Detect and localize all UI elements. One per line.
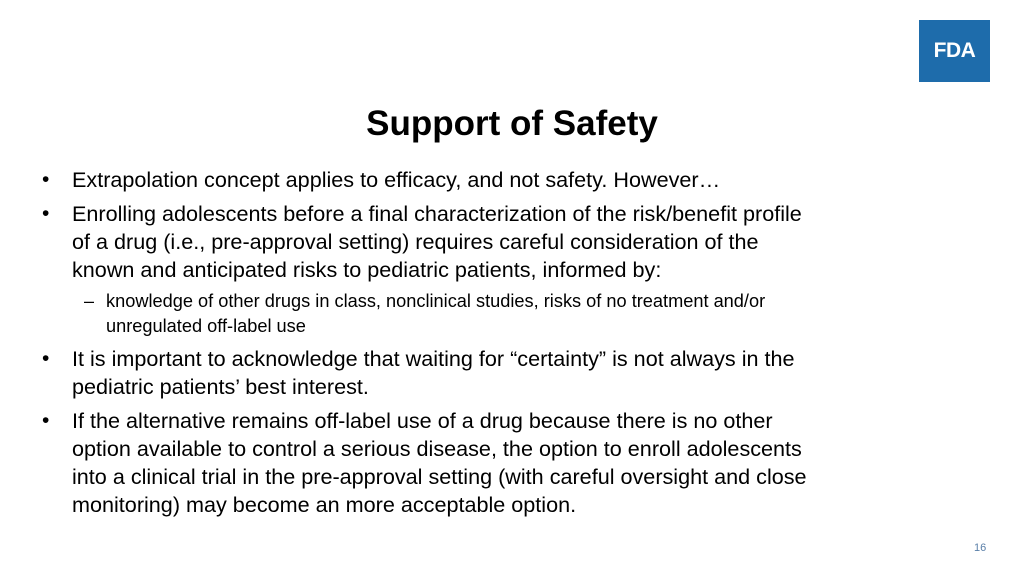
bullet-text: monitoring) may become an more acceptable option. [72,492,577,517]
bullet-icon: • [42,202,50,225]
dash-icon: – [84,291,95,311]
bullet-icon: • [42,347,50,370]
bullet-text: It is important to acknowledge that waiting for “certainty” is not always in the [72,346,795,371]
bullet-icon: • [42,409,50,432]
slide-title: Support of Safety [366,104,658,143]
fda-logo-text: FDA [933,39,976,62]
sub-bullet-text: unregulated off-label use [106,316,306,336]
sub-bullet-text: knowledge of other drugs in class, nonclinical studies, risks of no treatment and/or [106,291,766,311]
bullet-text: known and anticipated risks to pediatric patients, informed by: [72,257,662,282]
bullet-text: If the alternative remains off-label use of a drug because there is no other [72,408,773,433]
page-number: 16 [974,542,987,554]
bullet-text: Extrapolation concept applies to efficacy, and not safety. However… [72,167,721,192]
bullet-text: into a clinical trial in the pre-approval setting (with careful oversight and close [72,464,807,489]
bullet-text: pediatric patients’ best interest. [72,374,369,399]
fda-logo [919,20,990,82]
bullet-icon: • [42,168,50,191]
bullet-text: option available to control a serious disease, the option to enroll adolescents [72,436,802,461]
bullet-text: of a drug (i.e., pre-approval setting) requires careful consideration of the [72,229,759,254]
bullet-text: Enrolling adolescents before a final characterization of the risk/benefit profile [72,201,802,226]
